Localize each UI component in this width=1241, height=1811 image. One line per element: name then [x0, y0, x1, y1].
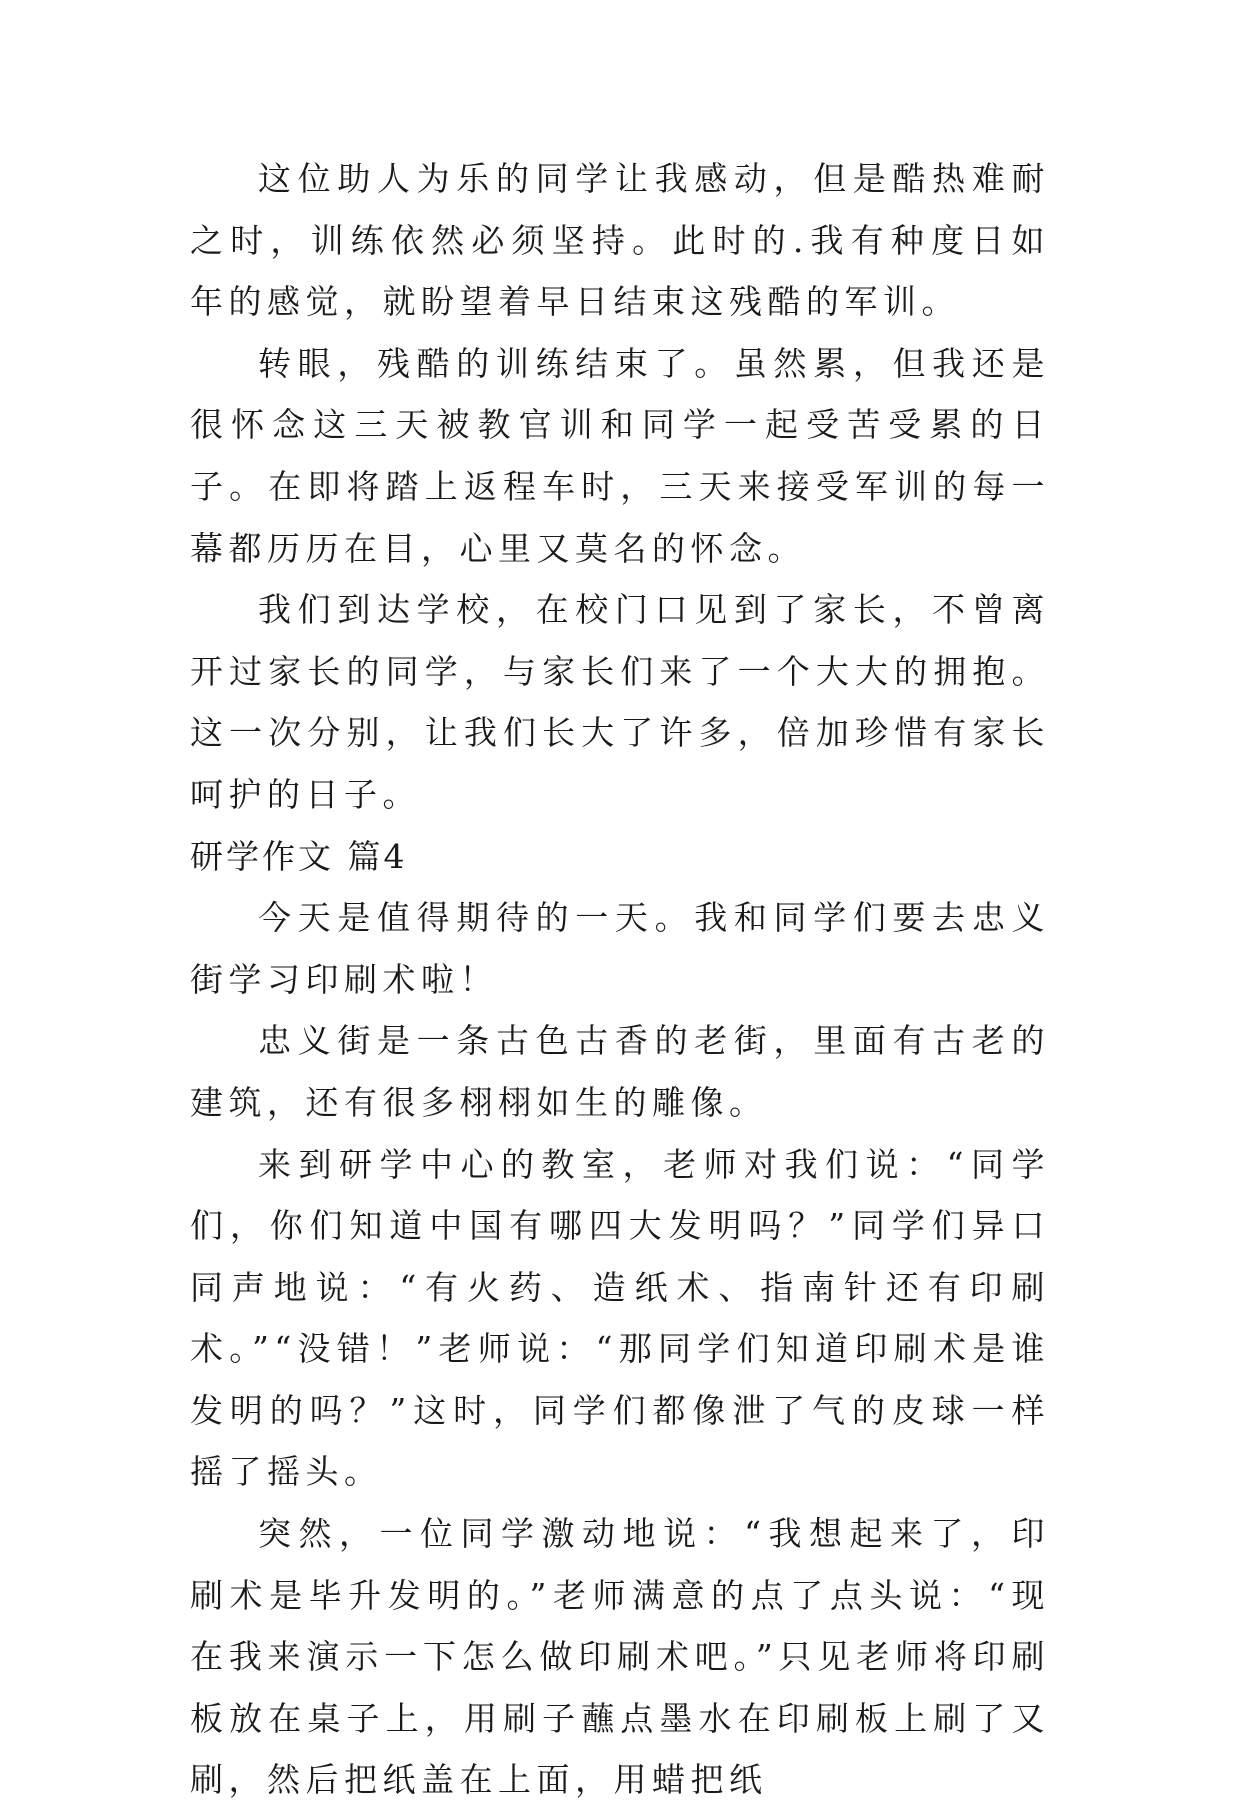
paragraph-3: 我们到达学校，在校门口见到了家长，不曾离开过家长的同学，与家长们来了一个大大的拥抱。这一次分别，让我们长大了许多，倍加珍惜有家长呵护的日子。 — [190, 590, 1050, 814]
paragraph-2: 转眼，残酷的训练结束了。虽然累，但我还是很怀念这三天被教官训和同学一起受苦受累的日子。在即将踏上返程车时，三天来接受军训的每一幕都历历在目，心里又莫名的怀念。 — [190, 343, 1050, 568]
document-page — [190, 148, 1050, 1811]
paragraph-5: 忠义街是一条古色古香的老街，里面有古老的建筑，还有很多栩栩如生的雕像。 — [190, 1021, 1050, 1122]
section-heading: 研学作文 篇4 — [190, 836, 408, 876]
paragraph-6: 来到研学中心的教室，老师对我们说：“同学们，你们知道中国有哪四大发明吗？”同学们异口同声地说：“有火药、造纸术、指南针还有印刷术。”“没错！”老师说：“那同学们知道印刷术是谁发明的吗？”这时，同学们都像泄了气的皮球一样摇了摇头。 — [190, 1144, 1050, 1492]
paragraph-1: 这位助人为乐的同学让我感动，但是酷热难耐之时，训练依然必须坚持。此时的.我有种度日如年的感觉，就盼望着早日结束这残酷的军训。 — [190, 159, 1050, 322]
paragraph-7: 突然，一位同学激动地说：“我想起来了，印刷术是毕升发明的。”老师满意的点了点头说：“现在我来演示一下怎么做印刷术吧。”只见老师将印刷板放在桌子上，用刷子蘸点墨水在印刷板上刷了又刷，然后把纸盖在上面，用蜡把纸 — [190, 1514, 1050, 1800]
paragraph-4: 今天是值得期待的一天。我和同学们要去忠义街学习印刷术啦！ — [190, 898, 1050, 999]
